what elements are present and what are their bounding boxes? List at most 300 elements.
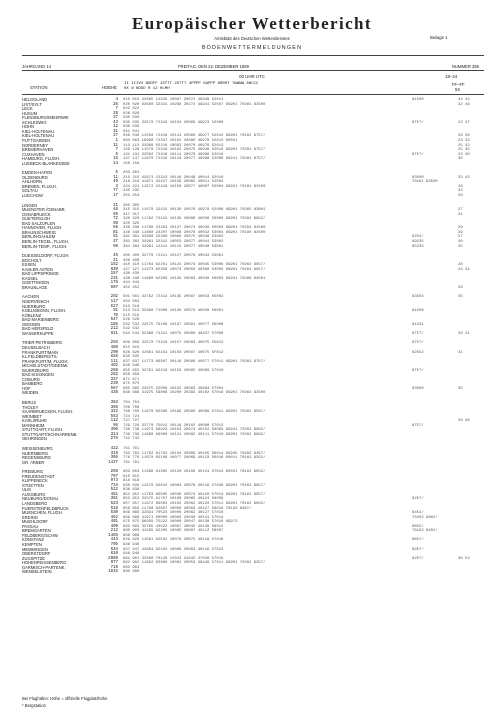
station-gust: 29 <box>458 226 463 231</box>
station-height: 409 <box>110 524 118 529</box>
station-record: 635 635 <box>123 355 140 360</box>
station-height: 797 <box>110 474 118 479</box>
station-record: 510 510 <box>123 304 140 309</box>
station-gust: 26 46 <box>458 419 470 424</box>
station-record: 382 382 32981 32312 10053 20077 40044 53002 <box>123 239 224 244</box>
station-record: 671 671 <box>123 377 140 382</box>
station-name: KASSEL <box>22 275 38 281</box>
station-name: BOCHOLT <box>22 257 42 263</box>
station-name: HUSUM <box>22 110 38 116</box>
station-name: MANNHEIM <box>22 422 45 428</box>
station-record: 763 763 11762 81702 10104 20069 40105 56014 69935 70262 8357/ <box>123 451 266 456</box>
station-height: 2960 <box>108 556 118 561</box>
station-record: 688 688 31975 59808 10200 20283 40102 57018 69901 70262 83500 <box>123 391 266 396</box>
station-record-tail: 70181 83500 <box>412 180 438 185</box>
station-height: 27 <box>113 116 118 121</box>
station-name: FREIBURG <box>22 469 44 475</box>
station-record-tail: 76162 8402/ <box>412 529 438 534</box>
station-name: KONSTANZ <box>22 537 44 543</box>
station-record: 859 859 11760 82007 10058 20056 40127 58016 76162 8407/ <box>123 506 252 511</box>
station-record: 156 156 <box>123 161 140 166</box>
station-record: 947 947 42884 82102 10089 20063 40116 57023 <box>123 547 224 552</box>
station-record: 317 317 <box>123 212 140 217</box>
station-name: FLENSBURG/MEIERWIK <box>22 115 69 121</box>
station-name: NUERBURG <box>22 303 46 309</box>
station-record: 147 147 11670 72316 10110 20077 49988 52008 69911 70281 8757/ <box>123 157 266 162</box>
station-record: 253 253 <box>123 194 140 198</box>
station-record: 893 893 32765 43522 10067 20045 40139 56012 <box>123 524 224 529</box>
station-name: FRANKFURT/M, FLUGH. <box>22 358 69 364</box>
station-height: 518 <box>110 506 118 511</box>
station-height: 186 <box>110 322 118 327</box>
station-name: KLIPPENECK <box>22 478 48 484</box>
station-record: 685 685 32675 32009 10192 20063 40094 57004 <box>123 386 224 391</box>
station-gust: 28 <box>458 263 463 268</box>
supplement-label: Beilage 1 <box>430 35 448 40</box>
station-gust: 44 44 <box>458 267 470 272</box>
report-number: NUMMER 356 <box>452 64 479 69</box>
station-gust: 28 <box>458 285 463 290</box>
report-subtitle: Amtsblatt des Deutschen Wetterdienstes <box>214 36 290 41</box>
station-record: 962 962 11682 83609 10082 20053 48449 57011 69901 70262 8357/ <box>123 561 266 566</box>
footnote-mountain: * Bergstation <box>22 703 46 708</box>
station-record: 980 980 <box>123 570 140 575</box>
station-record: 400 400 32770 72211 10127 20078 40043 53001 <box>123 254 224 259</box>
station-height: 21 <box>113 203 118 208</box>
station-height: 1437 <box>108 460 118 465</box>
station-height: 1486 <box>108 533 118 538</box>
station-height: 839 <box>110 267 118 272</box>
station-height: 314 <box>110 432 118 437</box>
station-height: 553 <box>110 414 118 419</box>
station-height: 43 <box>113 120 118 125</box>
station-name: BAD HERSFELD <box>22 326 54 332</box>
column-hoehe: HOEHE <box>102 85 117 90</box>
station-height: 26 <box>113 102 118 107</box>
station-record-tail: 85235 <box>412 244 424 249</box>
station-height: 977 <box>110 561 118 566</box>
station-height: 96 <box>113 423 118 428</box>
station-height: 381 <box>110 497 118 502</box>
station-height: 212 <box>110 529 118 534</box>
station-name: AACHEN <box>22 294 40 300</box>
station-record: 857 857 11872 89003 10102 20062 40120 57011 69901 70162 8802/ <box>123 502 266 506</box>
station-name: LUECHOW <box>22 193 43 198</box>
station-record: 742 742 <box>123 437 140 442</box>
station-height: 973 <box>110 479 118 484</box>
station-record-tail: 8657/ <box>412 538 424 543</box>
station-name: BRAUNLAGE <box>22 284 48 290</box>
station-record-tail: 8957/ <box>412 547 424 552</box>
station-name: HELGOLAND <box>22 97 48 102</box>
station-height: 480 <box>110 345 118 350</box>
station-name: FRANKFURT/MAIN <box>22 349 59 355</box>
station-record: 948 948 <box>123 552 140 557</box>
station-record: 015 015 32665 12525 10097 20072 49949 52011 <box>123 98 224 102</box>
station-record: 427 427 11373 82359 10073 20050 40388 53003 69901 70264 8657/ <box>123 267 266 272</box>
station-height: 202 <box>110 295 118 300</box>
station-gust: 23 47 <box>458 120 470 125</box>
station-record: 658 658 <box>123 373 140 378</box>
station-record-tail: 8757/ <box>412 368 424 373</box>
station-name: BERLIN-DAHLEM <box>22 234 56 240</box>
report-date: FREITAG, DEN 22. DEZEMBER 1989 <box>178 64 249 69</box>
station-record-tail: 81531 <box>412 322 424 327</box>
station-name: LANDSBERG <box>22 501 48 506</box>
station-record: 929 929 11561 82502 10079 20075 40118 57018 <box>123 538 224 543</box>
station-record: 609 609 32570 72210 10157 20083 40075 55012 <box>123 341 224 346</box>
station-name: GUETERSLOH <box>22 216 51 222</box>
station-name: GOETTINGEN <box>22 280 50 286</box>
station-height: 37 <box>113 239 118 244</box>
station-name: STUTTGART/SCHNARRENB. <box>22 431 78 437</box>
station-name: BAMBERG <box>22 381 43 387</box>
column-right-1: FF–FF <box>452 82 465 87</box>
station-height: 276 <box>110 437 118 442</box>
station-record: 348 348 11660 22207 10096 20078 40042 53004 69901 70180 82500 <box>123 230 266 235</box>
station-height: 56 <box>113 226 118 231</box>
station-gust: 35 <box>458 386 463 391</box>
station-record: 320 320 11782 72152 10128 20086 40036 50000 69901 70282 8652/ <box>123 217 266 222</box>
station-height: 27 <box>113 134 118 139</box>
station-gust: 25 35 <box>458 148 470 153</box>
station-name: KEMPTEN <box>22 541 42 547</box>
station-record: 961 961 32580 70126 11023 21042 47029 57019 <box>123 556 224 561</box>
station-height: 623 <box>110 502 118 506</box>
station-height: 7 <box>115 148 118 153</box>
station-name: LECK <box>22 106 33 112</box>
station-name: BAD SALZUFLEN <box>22 220 56 226</box>
station-name: BREMERHAVEN <box>22 147 54 153</box>
station-record: 544 544 32380 72221 10075 20060 40437 57006 <box>123 331 224 336</box>
station-height: 462 <box>110 515 118 520</box>
station-height: 719 <box>110 565 118 570</box>
station-record-tail: 8652/ <box>412 524 424 529</box>
station-name: CUXHAVEN <box>22 151 45 157</box>
station-height: 363 <box>110 401 118 405</box>
station-record: 235 235 <box>123 189 140 194</box>
station-height: 627 <box>110 304 118 309</box>
station-height: 705 <box>110 542 118 547</box>
station-record-tail: 83500 <box>412 386 424 391</box>
station-height: 239 <box>110 382 118 387</box>
station-height: 567 <box>110 386 118 391</box>
station-record: 384 384 32981 12211 10115 20077 40048 53001 <box>123 244 224 249</box>
station-height: 98 <box>113 221 118 226</box>
station-name: BAD LIPPSPRINGE <box>22 271 59 277</box>
station-gust: 30 <box>458 239 463 244</box>
station-height: 282 <box>110 373 118 378</box>
station-name: FUERSTENFELDBRUCK <box>22 505 69 511</box>
station-name: KL.FELDBERG/TS. <box>22 354 58 360</box>
station-gust: 31 <box>458 350 463 355</box>
station-name: DUESSELDORF, FLUGH. <box>22 253 70 259</box>
station-name: KOBLENZ <box>22 312 42 318</box>
station-name: WEIDEN <box>22 390 39 396</box>
station-name: LIST/SYLT <box>22 101 42 107</box>
station-height: 5 <box>115 171 118 176</box>
station-height: 11 <box>113 175 118 180</box>
station-record: 708 708 11670 82306 10199 20090 40086 57011 69901 70262 8567/ <box>123 410 266 415</box>
station-height: 269 <box>110 470 118 475</box>
station-gust: 36 52 <box>458 556 470 561</box>
station-height: 70 <box>113 313 118 318</box>
station-record: 026 026 <box>123 111 140 116</box>
station-record: 338 338 11780 22353 10127 20074 40028 50003 69901 70282 82500 <box>123 226 266 231</box>
station-name: SOLTAU <box>22 188 38 194</box>
report-title: Europäischer Wetterbericht <box>132 14 372 33</box>
station-record: 706 706 <box>123 405 140 410</box>
station-record: 615 615 <box>123 345 140 350</box>
station-record-tail: 8757/ <box>412 331 424 336</box>
station-record-tail: 8254/ <box>412 235 424 240</box>
station-record: 063 063 16960 72337 10102 20080 49978 52012 60021 <box>123 138 238 143</box>
station-record-tail: 81500 <box>412 98 424 102</box>
station-name: ERDING <box>22 514 38 520</box>
station-height: 45 <box>113 254 118 259</box>
station-height: 12 <box>113 125 118 130</box>
station-record: 452 452 <box>123 285 140 290</box>
station-record-tail: 83500 <box>412 175 424 180</box>
station-height: 319 <box>110 451 118 456</box>
station-name: MICHELSTADT/ODENW. <box>22 363 69 369</box>
station-record: 513 513 32680 71006 10126 20073 40038 56001 <box>123 309 224 314</box>
station-record: 038 038 <box>123 125 140 130</box>
station-record-tail: 8757/ <box>412 341 424 346</box>
station-record: 761 761 <box>123 446 140 451</box>
station-height: 77 <box>113 189 118 194</box>
station-height: 111 <box>110 359 118 364</box>
station-record: 900 900 41565 82205 10095 20087 40112 58007 <box>123 529 224 534</box>
station-name: LINGEN <box>22 202 38 208</box>
station-height: 175 <box>110 281 118 286</box>
station-height: 366 <box>110 456 118 461</box>
station-height: 31 <box>113 129 118 134</box>
station-name: KAHLER ASTEN <box>22 266 53 272</box>
station-name: BAD KISSINGEN <box>22 372 54 378</box>
station-name: NOERVENICH <box>22 299 50 304</box>
station-record: 626 626 42661 82153 10103 20087 40075 5F012 <box>123 350 224 355</box>
station-record: 729 729 32770 75012 10118 20102 40088 57013 <box>123 423 224 428</box>
station-name: BERUS <box>22 400 37 405</box>
station-name: FELDBERG/SCHW. <box>22 532 59 538</box>
station-record: 022 022 <box>123 107 140 112</box>
station-height: 4 <box>115 98 118 102</box>
station-gust: 28 <box>458 194 463 198</box>
station-record: 836 836 11570 82012 10094 20078 40118 57026 69901 70162 8657/ <box>123 483 266 488</box>
station-gust: 27 <box>458 208 463 213</box>
station-gust: 33 43 <box>458 175 470 180</box>
station-record: 381 381 32660 32309 10090 20075 40049 53002 <box>123 235 224 240</box>
station-record: 215 215 42673 22313 10116 20048 40014 52010 <box>123 175 224 180</box>
station-gust: 26 41 <box>458 331 470 336</box>
station-name: WUERZBURG <box>22 367 49 373</box>
station-name: BREMGARTEN <box>22 528 51 534</box>
station-name: COBURG <box>22 376 40 382</box>
station-name: REGENSBURG <box>22 455 52 461</box>
station-record: 853 853 32575 81707 10106 20065 40124 58009 <box>123 497 224 502</box>
station-gust: 25 <box>458 244 463 249</box>
station-height: 11 <box>113 143 118 148</box>
station-name: HAMBURG, FLUGH. <box>22 156 61 162</box>
station-record: 704 704 <box>123 401 140 405</box>
station-name: NORDERNEY <box>22 142 49 148</box>
station-name: KIEL-HOLTENAU <box>22 128 55 134</box>
station-record-tail: 70262 8802/ <box>412 515 438 520</box>
station-record-tail: 8757/ <box>412 423 424 428</box>
station-gust: 29 <box>458 230 463 235</box>
section-title: BODENWETTERMELDUNGEN <box>201 45 303 51</box>
station-gust: 23 40 <box>458 152 470 157</box>
station-height: 1 <box>115 138 118 143</box>
station-record-tail: 82552 <box>412 350 424 355</box>
station-record-tail: 8257/ <box>412 497 424 502</box>
station-record: 637 637 11773 89907 10118 20098 40077 57011 69901 70262 8757/ <box>123 359 266 364</box>
station-height: 438 <box>110 391 118 396</box>
station-height: 48 <box>113 208 118 213</box>
observation-time: 00 UHR UTC <box>239 74 265 79</box>
station-gust: 25 32 <box>458 143 470 148</box>
station-record-tail: 8757/ <box>412 120 424 125</box>
station-height: 50 <box>113 244 118 249</box>
station-gust: 26 46 <box>458 134 470 139</box>
station-name: OEHRINGEN <box>22 436 47 442</box>
station-record-tail: 83502 <box>412 295 424 300</box>
footnote-airport: Bei Flughäfen: Höhe = offizielle Flugplatzhöhe <box>22 696 108 701</box>
station-record: 532 532 22575 79106 10197 20081 40077 56008 <box>123 322 224 327</box>
station-record: 675 675 <box>123 382 140 387</box>
station-name: GARMISCH-PARTENK. <box>22 564 66 570</box>
station-height: 265 <box>110 341 118 346</box>
station-height: 5 <box>115 152 118 157</box>
station-height: 17 <box>113 194 118 198</box>
station-height: 212 <box>110 327 118 332</box>
station-name: OSNABRUECK <box>22 211 51 217</box>
station-record: 444 444 <box>123 281 140 286</box>
station-height: 547 <box>110 318 118 323</box>
station-name: NUERNBERG <box>22 450 49 456</box>
station-record: 542 542 <box>123 327 140 332</box>
station-record: 020 020 93560 32324 10288 20272 49941 52507 69901 70281 83500 <box>123 102 266 107</box>
station-name: HOHENPEISSENBERG <box>22 560 67 566</box>
station-record: 727 727 <box>123 419 140 424</box>
station-record: 515 515 <box>123 313 140 318</box>
station-height: 21 <box>113 258 118 263</box>
station-record: 852 852 11763 89505 10030 20074 40120 57014 69901 76162 8657/ <box>123 492 266 497</box>
station-name: BAD MARIENBERG <box>22 317 60 323</box>
station-height: 3 <box>115 184 118 189</box>
station-gust: 31 <box>458 212 463 217</box>
station-height: 51 <box>113 235 118 240</box>
station-name: BRAUNSCHWEIG <box>22 229 56 235</box>
station-name: KARLSRUHE <box>22 418 48 424</box>
station-name: KOELN/BONN, FLUGH. <box>22 308 67 314</box>
station-name: GIESSEN <box>22 321 41 327</box>
station-record: 776 776 11670 82106 10077 20069 40123 56016 60011 70162 8352/ <box>123 456 266 461</box>
station-record-tail: 8757/ <box>412 152 424 157</box>
station-gust: 27 <box>458 235 463 240</box>
station-name: HANNOVER, FLUGH. <box>22 225 63 231</box>
station-record: 030 030 <box>123 116 140 121</box>
station-name: BERLIN-TEGEL, FLUGH. <box>22 238 69 244</box>
observation-window: 18–24 <box>445 74 458 79</box>
station-record: 224 224 11572 22416 10159 20077 40007 52004 69921 70181 82500 <box>123 184 266 189</box>
station-height: 461 <box>110 492 118 497</box>
station-name: MUENCHEN, FLUGH. <box>22 510 63 516</box>
station-record: 648 648 <box>123 364 140 369</box>
station-name: BERLIN-TEMP., FLUGH. <box>22 243 68 249</box>
station-name: DEUSELBACH <box>22 344 50 350</box>
station-height: 443 <box>110 538 118 543</box>
station-record: 041 041 <box>123 129 140 134</box>
station-record: 035 035 32570 72316 10104 20069 49973 52008 <box>123 120 224 125</box>
station-gust: 23 33 <box>458 138 470 143</box>
station-height: 268 <box>110 368 118 373</box>
station-name: PASSAU <box>22 523 39 529</box>
station-height: 522 <box>110 488 118 493</box>
station-name: TRIER-PETRISBERG <box>22 340 63 346</box>
column-station: STATION <box>30 85 48 90</box>
station-height: 117 <box>110 300 118 304</box>
station-height: 7 <box>115 107 118 112</box>
station-height: 95 <box>113 212 118 217</box>
station-name: BREMEN, FLUGH. <box>22 183 57 189</box>
station-name: STOETTEN <box>22 482 44 488</box>
station-height: 81 <box>113 230 118 235</box>
station-height: 634 <box>110 547 118 552</box>
station-record: 815 815 <box>123 474 140 479</box>
station-name: FREUDENSTADT <box>22 473 55 479</box>
station-record: 818 818 <box>123 479 140 484</box>
station-height: 231 <box>110 276 118 281</box>
station-record: 946 946 <box>123 542 140 547</box>
station-gust: 35 <box>458 295 463 300</box>
station-record-tail: 81506 <box>412 309 424 314</box>
station-record: 203 203 <box>123 171 140 176</box>
station-name: HOF <box>22 385 31 391</box>
station-record: 724 724 <box>123 414 140 419</box>
station-name: GR. ARBER <box>22 459 45 465</box>
station-name: OLDENBURG <box>22 174 48 180</box>
station-height: 386 <box>110 405 118 410</box>
station-record: 408 408 <box>123 258 140 263</box>
station-height: 402 <box>110 364 118 369</box>
station-name: AHLHORN <box>22 179 43 185</box>
station-height: 16 <box>113 157 118 162</box>
station-height: 422 <box>110 446 118 451</box>
station-name: SCHLESWIG <box>22 119 47 125</box>
station-gust: 33 <box>458 189 463 194</box>
column-codes-line1: II IIIVV NDDFF 1STTT 2STTT 4PPPP 5APPP 6RRRT 7WWWW 8NCCC <box>124 82 259 86</box>
station-name: STUTTGART, FLUGH. <box>22 427 64 433</box>
station-height: 337 <box>110 377 118 382</box>
station-record: 305 305 <box>123 203 140 208</box>
station-record-tail: 89235 <box>412 239 424 244</box>
station-record: 838 838 <box>123 488 140 493</box>
station-name: THOLEY <box>22 404 39 410</box>
station-name: MUENSTER /OSNABR. <box>22 207 66 213</box>
station-height: 49 <box>113 180 118 185</box>
station-name: WEINBIET <box>22 413 42 419</box>
station-name: SAARBRUECKEN, FLUGH. <box>22 409 74 415</box>
station-record: 113 113 32968 02218 10093 20070 49976 52013 <box>123 143 224 148</box>
station-record: 438 438 11660 62209 10129 20083 40040 56003 69931 70286 84501 <box>123 276 266 281</box>
station-record: 803 803 11368 81305 10120 20109 40124 57013 60031 76162 8652/ <box>123 470 266 475</box>
station-height: 530 <box>110 511 118 516</box>
station-record: 738 738 11673 89923 10103 20074 40102 58003 69941 70262 8802/ <box>123 428 266 433</box>
station-record: 963 963 <box>123 565 140 570</box>
station-name: MEMMINGEN <box>22 546 48 552</box>
